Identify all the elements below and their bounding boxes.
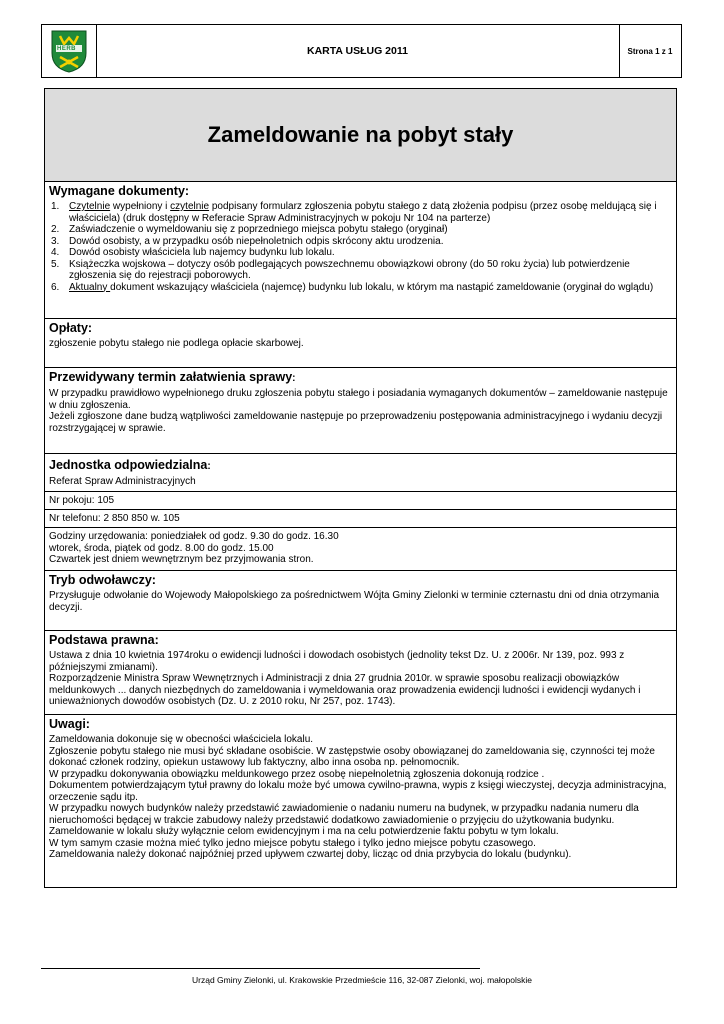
list-item: 2. Zaświadczenie o wymeldowaniu się z poprzedniego miejsca pobytu stałego (oryginał)	[51, 224, 448, 235]
footer-address: Urząd Gminy Zielonki, ul. Krakowskie Przedmieście 116, 32-087 Zielonki, woj. małopolskie	[192, 975, 532, 985]
deadline-line: Jeżeli zgłoszone dane budzą wątpliwości zameldowanie następuje po przeprowadzeniu postępowania administracyjnego i wydaniu decyzji rozstrzygającej w sprawie.	[49, 411, 663, 434]
section-heading: Wymagane dokumenty:	[49, 184, 190, 198]
note-line: Zameldowania należy dokonać najpóźniej przed upływem czwartej doby, licząc od dnia przybycia do lokalu (budynku).	[49, 849, 572, 860]
appeal-text: Przysługuje odwołanie do Wojewody Małopolskiego za pośrednictwem Wójta Gminy Zielonki w terminie czternastu dni od dnia otrzymania decyzji.	[49, 590, 660, 613]
header-table	[41, 24, 682, 78]
note-line: Dokumentem potwierdzającym tytuł prawny do lokalu może być umowa cywilno-prawna, wypis z księgi wieczystej, decyzja administracyjna, orzeczenie sądu itp.	[49, 780, 667, 803]
footer-divider	[41, 968, 480, 969]
legal-line: Rozporządzenie Ministra Spraw Wewnętrznych i Administracji z dnia 27 grudnia 2010r. w sprawie sposobu realizacji obowiązków meldunkowych ... danych niezbędnych do zameldowania i wymeldowania oraz prowadzenia ewidencji ludności i ewidencji wydanych i unieważnionych dowodów osobistych (Dz. U. z 2010 roku, Nr 257, poz. 1743).	[49, 673, 641, 707]
required-documents-section	[45, 182, 676, 319]
unit-department: Referat Spraw Administracyjnych	[49, 476, 196, 487]
section-heading: Uwagi:	[49, 717, 90, 731]
note-line: W przypadku nowych budynków należy przedstawić zawiadomienie o nadaniu numeru na budynek, w przypadku nadania numeru dla nieruchomości będącej w trakcie zabudowy należy przedstawić dodatkowo zawiadomienie o przyjęciu do użytkowania budynku.	[49, 803, 639, 826]
deadline-line: W przypadku prawidłowo wypełnionego druku zgłoszenia pobytu stałego i posiadania wymaganych dokumentów – zameldowanie następuje w dniu zgłoszenia.	[49, 388, 668, 411]
legal-basis-section	[45, 631, 676, 715]
unit-heading-row	[45, 454, 676, 492]
section-heading: Jednostka odpowiedzialna:	[49, 458, 211, 472]
note-line: Zgłoszenie pobytu stałego nie musi być składane osobiście. W zastępstwie osoby obowiązanej do zameldowania się, czynności tej może dokonać członek rodziny, opiekun ustawowy lub faktyczny, albo inna osoba np. pełnomocnik.	[49, 745, 655, 768]
list-item: 4. Dowód osobisty właściciela lub najemcy budynku lub lokalu.	[51, 247, 335, 258]
unit-phone: Nr telefonu: 2 850 850 w. 105	[45, 510, 676, 528]
legal-line: Ustawa z dnia 10 kwietnia 1974roku o ewidencji ludności i dowodach osobistych (jednolity tekst Dz. U. z 2006r. Nr 139, poz. 993 z późniejszymi zmianami).	[49, 650, 625, 673]
appeal-section	[45, 571, 676, 631]
section-heading: Przewidywany termin załatwienia sprawy:	[49, 370, 296, 384]
fees-text: zgłoszenie pobytu stałego nie podlega opłacie skarbowej.	[49, 338, 304, 349]
unit-hours: Godziny urzędowania: poniedziałek od godz. 9.30 do godz. 16.30 wtorek, środa, piątek od godz. 8.00 do godz. 15.00 Czwartek jest dniem wewnętrznym bez przyjmowania stron.	[45, 528, 676, 571]
note-line: Zameldowanie w lokalu służy wyłącznie celom ewidencyjnym i ma na celu potwierdzenie faktu pobytu w tym lokalu.	[49, 826, 559, 837]
note-line: Zameldowania dokonuje się w obecności właściciela lokalu.	[49, 734, 314, 745]
unit-room: Nr pokoju: 105	[45, 492, 676, 510]
logo-text: HERB	[57, 46, 77, 52]
responsible-unit-section	[45, 454, 676, 571]
deadline-section	[45, 368, 676, 454]
section-heading: Podstawa prawna:	[49, 633, 159, 647]
card-title: KARTA USŁUG 2011	[96, 25, 620, 77]
fees-section	[45, 319, 676, 368]
page-indicator: Strona 1 z 1	[627, 46, 673, 56]
document-title: Zameldowanie na pobyt stały	[45, 89, 676, 182]
list-item: 6. Aktualny dokument wskazujący właściciela (najemcę) budynku lub lokalu, w którym ma nastąpić zameldowanie (oryginał do wglądu)	[51, 281, 654, 293]
logo-cell	[42, 25, 97, 77]
notes-section	[45, 715, 676, 887]
required-documents-list	[49, 201, 672, 293]
section-heading: Opłaty:	[49, 321, 93, 335]
note-line: W przypadku dokonywania obowiązku meldunkowego przez osobę niepełnoletnią zgłoszenia dokonują rodzice .	[49, 768, 545, 780]
service-card	[44, 88, 677, 888]
list-item: 5. Książeczka wojskowa – dotyczy osób podlegających powszechnemu obowiązkowi obrony (do 50 roku życia) lub potwierdzenie zgłoszenia się do rejestracji poborowych.	[51, 258, 630, 281]
list-item: 1. Czytelnie wypełniony i czytelnie podpisany formularz zgłoszenia pobytu stałego z datą złożenia podpisu (przez osobę meldującą się i właściciela) (druk dostępny w Referacie Spraw Administracyjnych w pokoju Nr 104 na parterze)	[51, 201, 657, 224]
section-heading: Tryb odwoławczy:	[49, 573, 156, 587]
list-item: 3. Dowód osobisty, a w przypadku osób niepełnoletnich odpis skrócony aktu urodzenia.	[51, 235, 444, 247]
note-line: W tym samym czasie można mieć tylko jedno miejsce pobytu stałego i tylko jedno miejsce pobytu czasowego.	[49, 837, 536, 849]
